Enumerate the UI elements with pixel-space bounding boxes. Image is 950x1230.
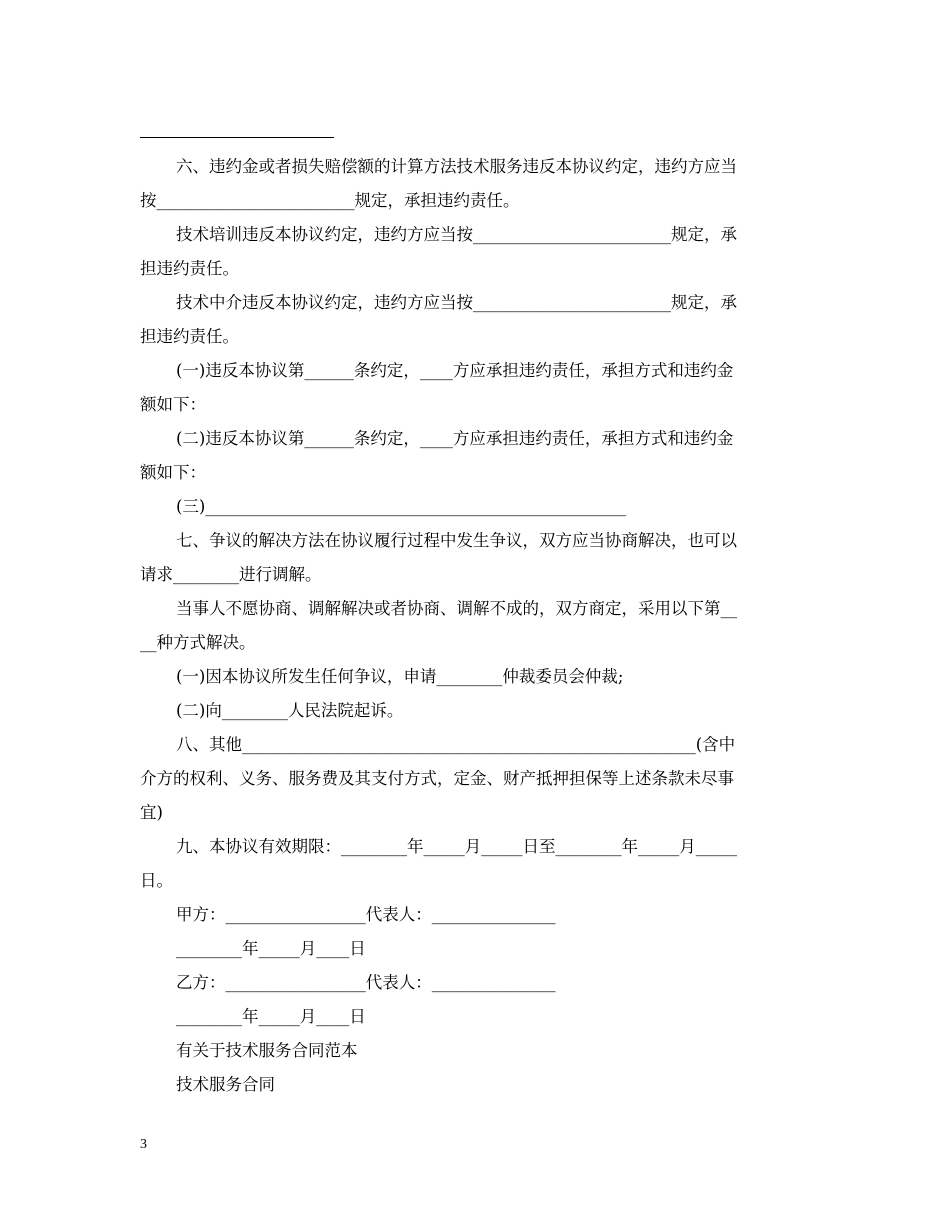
dispute-method-line-2: __种方式解决。 bbox=[140, 633, 256, 652]
document-body bbox=[140, 150, 812, 1102]
agency-breach-line-1: 技术中介违反本协议约定，违约方应当按________________________规定，承 bbox=[176, 293, 737, 312]
section-heading-contract: 技术服务合同 bbox=[176, 1075, 275, 1094]
party-a-date: ________年_____月____日 bbox=[176, 939, 366, 958]
clause-eight-line-1: 八、其他_______________________________________________________(含中 bbox=[176, 735, 736, 754]
clause-eight-line-2: 介方的权利、义务、服务费及其支付方式，定金、财产抵押担保等上述条款未尽事 bbox=[140, 769, 734, 788]
breach-item-one-line-2: 额如下： bbox=[140, 395, 206, 414]
party-a-signature: 甲方：_________________代表人：_______________ bbox=[176, 905, 556, 924]
section-heading-template: 有关于技术服务合同范本 bbox=[176, 1041, 358, 1060]
training-breach-line-1: 技术培训违反本协议约定，违约方应当按________________________规定，承 bbox=[176, 225, 737, 244]
clause-nine-line-1: 九、本协议有效期限：________年_____月_____日至________年_____月_____ bbox=[176, 837, 737, 856]
breach-item-three: (三)___________________________________________________ bbox=[176, 497, 627, 516]
breach-item-two-line-2: 额如下： bbox=[140, 463, 206, 482]
clause-six-line-1: 六、违约金或者损失赔偿额的计算方法技术服务违反本协议约定，违约方应当 bbox=[176, 157, 737, 176]
dispute-method-line-1: 当事人不愿协商、调解解决或者协商、调解不成的，双方商定，采用以下第__ bbox=[176, 599, 737, 618]
training-breach-line-2: 担违约责任。 bbox=[140, 259, 239, 278]
breach-item-two-line-1: (二)违反本协议第______条约定，____方应承担违约责任，承担方式和违约金 bbox=[176, 429, 734, 448]
clause-seven-line-1: 七、争议的解决方法在协议履行过程中发生争议，双方应当协商解决，也可以 bbox=[176, 531, 737, 550]
clause-eight-line-3: 宜) bbox=[140, 803, 163, 822]
clause-six-line-2: 按________________________规定，承担违约责任。 bbox=[140, 191, 520, 210]
top-rule-divider bbox=[140, 137, 334, 138]
page-number: 3 bbox=[140, 1137, 147, 1152]
party-b-signature: 乙方：_________________代表人：_______________ bbox=[176, 973, 556, 992]
agency-breach-line-2: 担违约责任。 bbox=[140, 327, 239, 346]
clause-seven-line-2: 请求________进行调解。 bbox=[140, 565, 322, 584]
dispute-option-court: (二)向________人民法院起诉。 bbox=[176, 701, 404, 720]
clause-nine-line-2: 日。 bbox=[140, 871, 173, 890]
breach-item-one-line-1: (一)违反本协议第______条约定，____方应承担违约责任，承担方式和违约金 bbox=[176, 361, 734, 380]
dispute-option-arbitration: (一)因本协议所发生任何争议，申请________仲裁委员会仲裁; bbox=[176, 667, 624, 686]
party-b-date: ________年_____月____日 bbox=[176, 1007, 366, 1026]
